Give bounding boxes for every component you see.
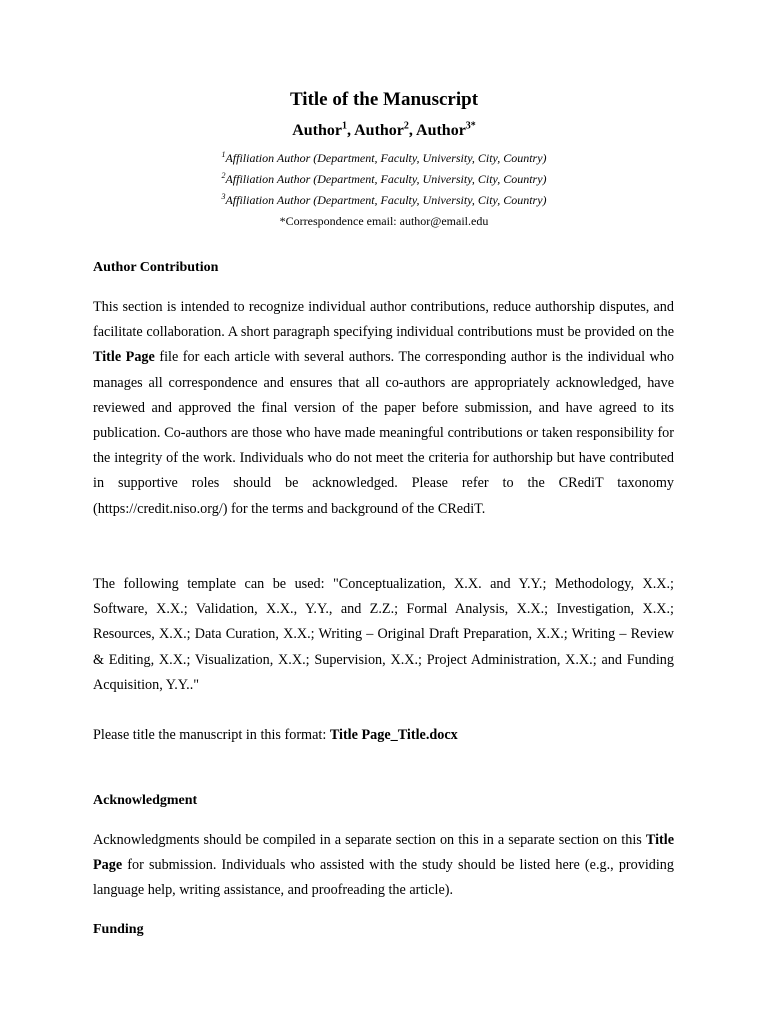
author-name: Author: [292, 122, 342, 139]
correspondence-email: *Correspondence email: author@email.edu: [279, 214, 489, 228]
author-list: [0, 120, 768, 142]
bold-text: Title Page: [93, 832, 674, 874]
affiliation-superscript: 1: [221, 150, 226, 159]
paragraph-text: Acknowledgments should be compiled in a separate section on this in a separate section on this: [93, 832, 646, 848]
author-name: Author: [416, 122, 466, 139]
affiliation-text: Affiliation Author (Department, Faculty, University, City, Country): [225, 151, 547, 165]
author-name: Author: [354, 122, 404, 139]
acknowledgment-heading: Acknowledgment: [93, 793, 198, 808]
affiliation-line: [0, 150, 768, 166]
acknowledgment-paragraph: [93, 828, 674, 904]
bold-text: Title Page: [93, 349, 155, 366]
author-contribution-heading: Author Contribution: [93, 260, 219, 275]
affiliation-line: [0, 171, 768, 187]
paragraph-text: for submission. Individuals who assisted with the study should be listed here (e.g., providing language help, writing assistance, and proofreading the article).: [93, 857, 674, 899]
author-separator: ,: [346, 122, 355, 139]
paragraph-text: file for each article with several authors. The corresponding author is the individual who manages all correspondence and ensures that all co-authors are appropriately acknowledged, have reviewed and approved the final version of the paper before submission, and have agreed to its publication. Co-authors are those who have made meaningful contributions or taken responsibility for the integrity of the work. Individuals who do not meet the criteria for authorship but have contributed in supportive roles should be acknowledged. Please refer to the CRediT taxonomy (https://credit.niso.org/) for the terms and background of the CRediT.: [93, 349, 674, 517]
bold-text: Title Page_Title.docx: [329, 727, 458, 743]
author-separator: ,: [408, 122, 417, 139]
contribution-template-paragraph: The following template can be used: "Conceptualization, X.X. and Y.Y.; Methodology, X.X.; Software, X.X.; Validation, X.X., Y.Y., and Z.Z.; Formal Analysis, X.X.; Investigation, X.X.; Resources, X.X.; Data Curation, X.X.; Writing – Original Draft Preparation, X.X.; Writing – Review & Editing, X.X.; Visualization, X.X.; Supervision, X.X.; Project Administration, X.X.; and Funding Acquisition, Y.Y..": [93, 576, 674, 693]
funding-heading: Funding: [93, 922, 144, 937]
affiliation-superscript: 2: [221, 171, 226, 180]
paragraph-text: Please title the manuscript in this format:: [93, 727, 330, 743]
affiliation-line: [0, 192, 768, 208]
author-superscript: 1: [341, 120, 347, 132]
manuscript-title: Title of the Manuscript: [289, 89, 479, 110]
paragraph-text: This section is intended to recognize individual author contributions, reduce authorship disputes, and facilitate collaboration. A short paragraph specifying individual contributions must be provided on the: [93, 299, 674, 341]
affiliation-text: Affiliation Author (Department, Faculty, University, City, Country): [225, 193, 547, 207]
author-superscript: 2: [403, 120, 409, 132]
author-superscript: 3*: [465, 120, 476, 132]
author-contribution-paragraph: [93, 295, 674, 522]
affiliation-superscript: 3: [221, 192, 226, 201]
title-format-paragraph: [93, 723, 674, 748]
affiliation-text: Affiliation Author (Department, Faculty, University, City, Country): [225, 172, 547, 186]
